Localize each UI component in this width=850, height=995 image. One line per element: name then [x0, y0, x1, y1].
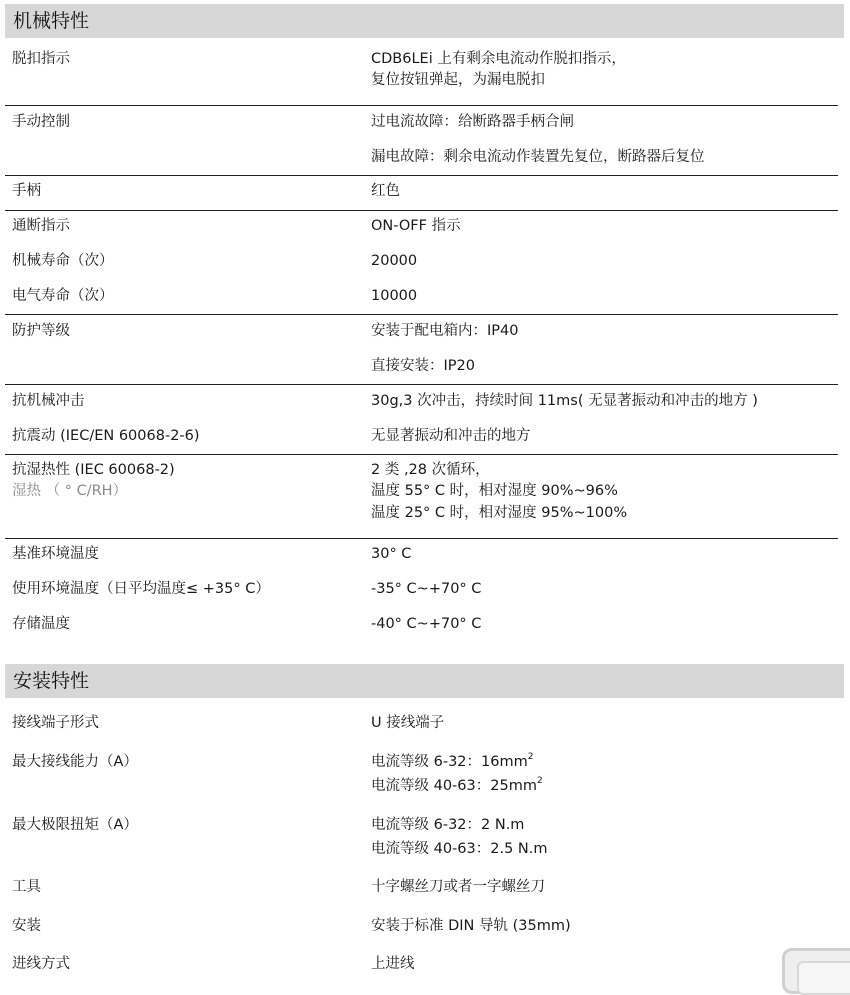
label-handle: 手柄: [12, 183, 41, 199]
divider: [5, 538, 838, 539]
divider: [5, 105, 838, 106]
divider: [5, 314, 838, 315]
value-mechanical-life: 20000: [371, 253, 418, 269]
value-max-wiring-2: [371, 777, 543, 796]
value-release-indication-2: 复位按钮弹起，为漏电脱扣: [371, 72, 545, 88]
value-damp-heat-3: 温度 25° C 时，相对湿度 95%~100%: [371, 505, 628, 521]
value-max-wiring-2-text: 电流等级 40-63：25mm: [371, 778, 537, 794]
label-wiring-method: 进线方式: [12, 956, 70, 972]
value-operating-temp: -35° C~+70° C: [371, 581, 482, 597]
value-manual-control-2: 漏电故障：剩余电流动作装置先复位，断路器后复位: [371, 149, 705, 165]
value-electrical-life: 10000: [371, 288, 418, 304]
label-damp-heat-2: 湿热 （ ° C/RH）: [12, 483, 128, 499]
value-vibration-resistance: 无显著振动和冲击的地方: [371, 428, 531, 444]
label-operating-temp: 使用环境温度（日平均温度≤ +35° C）: [12, 581, 270, 597]
value-terminal-type: U 接线端子: [371, 715, 445, 731]
value-shock-resistance: 30g,3 次冲击，持续时间 11ms( 无显著振动和冲击的地方 ): [371, 393, 758, 409]
value-handle: 红色: [371, 183, 400, 199]
label-reference-temp: 基准环境温度: [12, 546, 99, 562]
value-tool: 十字螺丝刀或者一字螺丝刀: [371, 879, 545, 895]
value-wiring-method: 上进线: [371, 956, 415, 972]
section-title-mechanical: 机械特性: [5, 4, 844, 38]
value-storage-temp: -40° C~+70° C: [371, 616, 482, 632]
corner-decoration: [782, 948, 850, 994]
label-mechanical-life: 机械寿命（次）: [12, 253, 114, 269]
label-max-wiring: 最大接线能力（A）: [12, 754, 138, 770]
label-protection-class: 防护等级: [12, 323, 70, 339]
label-tool: 工具: [12, 879, 41, 895]
divider: [5, 210, 838, 211]
label-terminal-type: 接线端子形式: [12, 715, 99, 731]
label-on-off-indication: 通断指示: [12, 218, 70, 234]
divider: [5, 175, 838, 176]
superscript-2: 2: [536, 776, 543, 786]
value-damp-heat-2: 温度 55° C 时，相对湿度 90%~96%: [371, 483, 618, 499]
label-vibration-resistance: 抗震动 (IEC/EN 60068-2-6): [12, 428, 200, 444]
value-protection-class-1: 安装于配电箱内：IP40: [371, 323, 519, 339]
label-release-indication: 脱扣指示: [12, 51, 70, 67]
value-protection-class-2: 直接安装：IP20: [371, 358, 475, 374]
value-max-torque-2: 电流等级 40-63：2.5 N.m: [371, 841, 548, 857]
value-reference-temp: 30° C: [371, 546, 412, 562]
value-mounting: 安装于标准 DIN 导轨 (35mm): [371, 918, 571, 934]
value-release-indication-1: CDB6LEi 上有剩余电流动作脱扣指示，: [371, 51, 626, 67]
value-max-torque-1: 电流等级 6-32：2 N.m: [371, 817, 525, 833]
divider: [5, 384, 838, 385]
value-damp-heat-1: 2 类 ,28 次循环，: [371, 462, 490, 478]
label-storage-temp: 存储温度: [12, 616, 70, 632]
value-manual-control-1: 过电流故障：给断路器手柄合闸: [371, 114, 574, 130]
label-manual-control: 手动控制: [12, 114, 70, 130]
value-max-wiring-1: [371, 753, 533, 772]
label-shock-resistance: 抗机械冲击: [12, 393, 85, 409]
label-mounting: 安装: [12, 918, 41, 934]
label-max-torque: 最大极限扭矩（A）: [12, 817, 138, 833]
superscript-2: 2: [527, 752, 534, 762]
value-max-wiring-1-text: 电流等级 6-32：16mm: [371, 754, 528, 770]
divider: [5, 454, 838, 455]
label-electrical-life: 电气寿命（次）: [12, 288, 114, 304]
value-on-off-indication: ON-OFF 指示: [371, 218, 461, 234]
section-title-installation: 安装特性: [5, 664, 844, 698]
label-damp-heat-1: 抗湿热性 (IEC 60068-2): [12, 462, 175, 478]
